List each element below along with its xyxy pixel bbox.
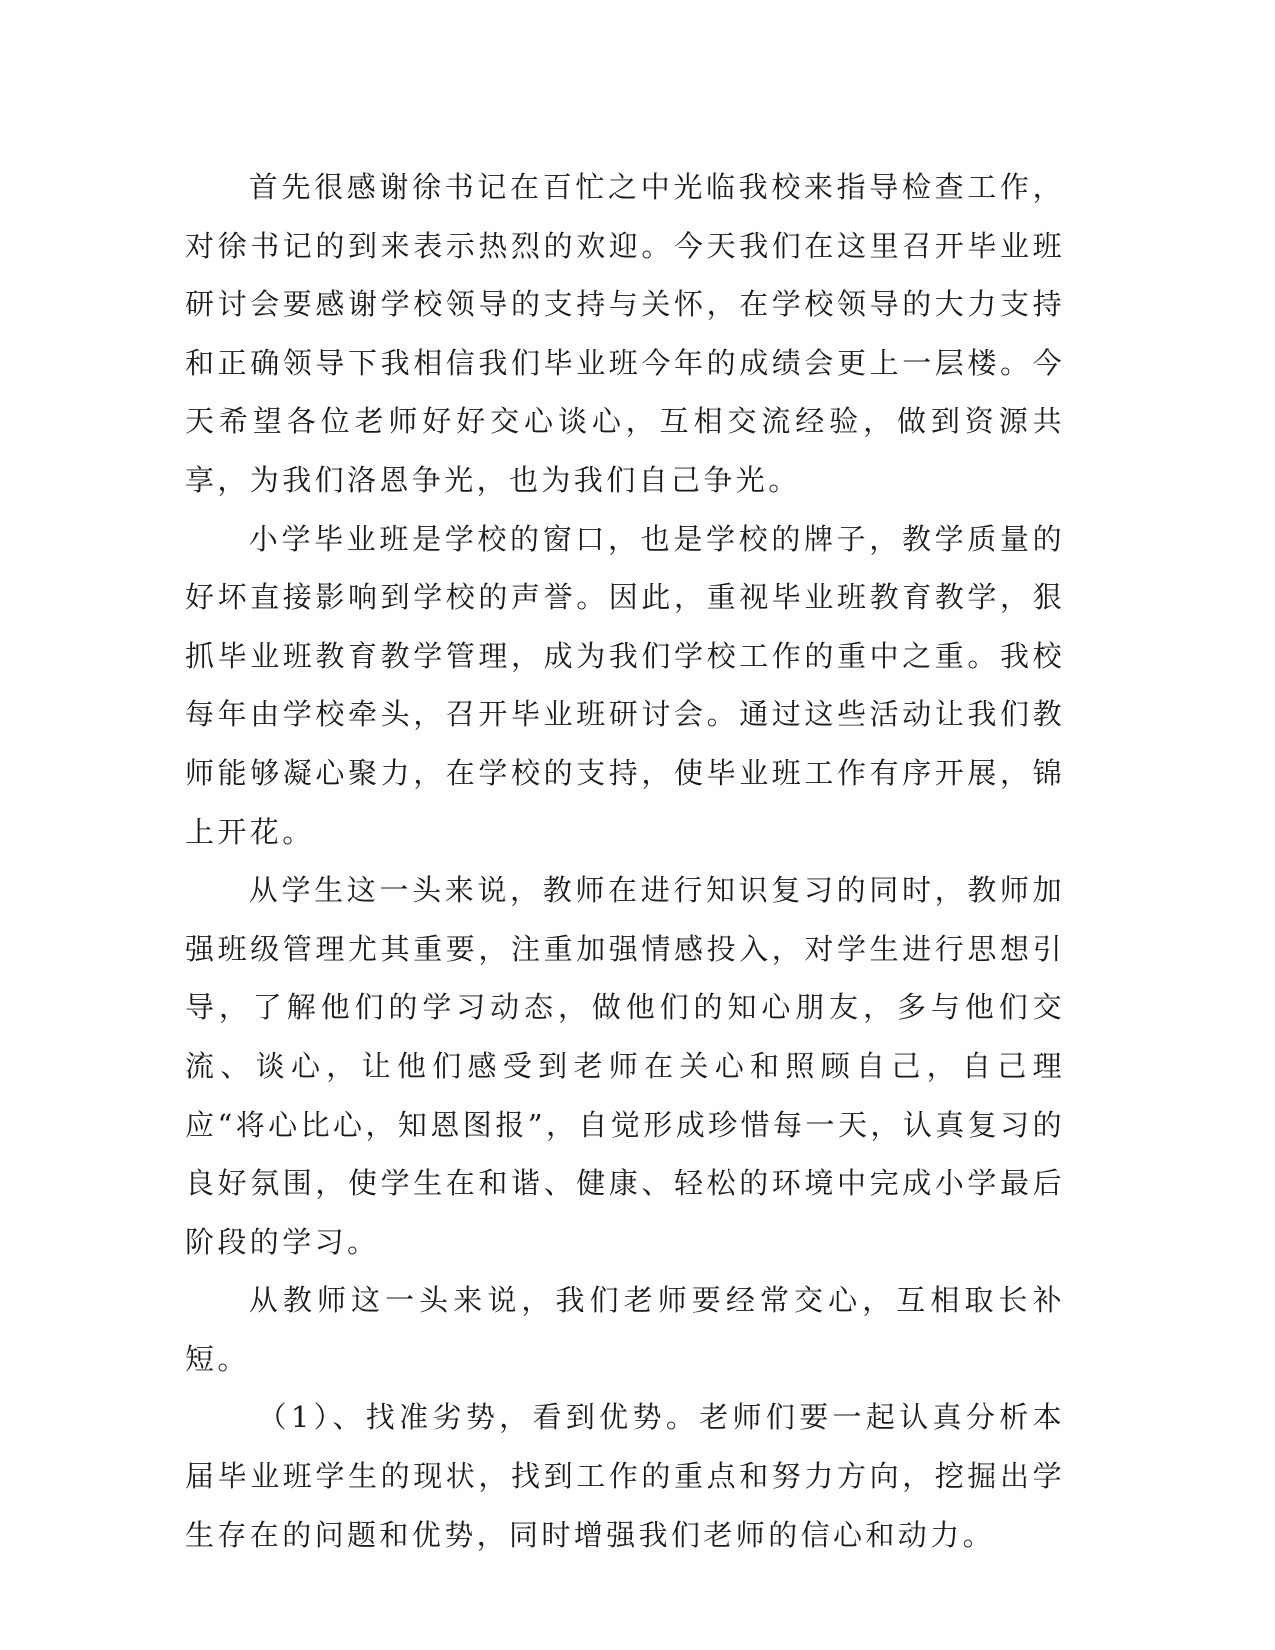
paragraph-welcome: 首先很感谢徐书记在百忙之中光临我校来指导检查工作，对徐书记的到来表示热烈的欢迎。今天我们在这里召开毕业班研讨会要感谢学校领导的支持与关怀，在学校领导的大力支持和正确领导下我相信我们毕业班今年的成绩会更上一层楼。今天希望各位老师好好交心谈心，互相交流经验，做到资源共享，为我们洛恩争光，也为我们自己争光。 [185,170,1065,497]
paragraph-students: 从学生这一头来说，教师在进行知识复习的同时，教师加强班级管理尤其重要，注重加强情感投入，对学生进行思想引导，了解他们的学习动态，做他们的知心朋友，多与他们交流、谈心，让他们感受到老师在关心和照顾自己，自己理应“将心比心，知恩图报”，自觉形成珍惜每一天，认真复习的良好氛围，使学生在和谐、健康、轻松的环境中完成小学最后阶段的学习。 [185,873,1065,1259]
paragraph-teachers: 从教师这一头来说，我们老师要经常交心，互相取长补短。 [185,1283,1065,1376]
paragraph-graduating-class: 小学毕业班是学校的窗口，也是学校的牌子，教学质量的好坏直接影响到学校的声誉。因此，重视毕业班教育教学，狠抓毕业班教育教学管理，成为我们学校工作的重中之重。我校每年由学校牵头，召开毕业班研讨会。通过这些活动让我们教师能够凝心聚力，在学校的支持，使毕业班工作有序开展，锦上开花。 [185,521,1065,849]
body-text [185,158,1065,1564]
paragraph-item-1: （1）、找准劣势，看到优势。老师们要一起认真分析本届毕业班学生的现状，找到工作的重点和努力方向，挖掘出学生存在的问题和优势，同时增强我们老师的信心和动力。 [185,1400,1065,1552]
